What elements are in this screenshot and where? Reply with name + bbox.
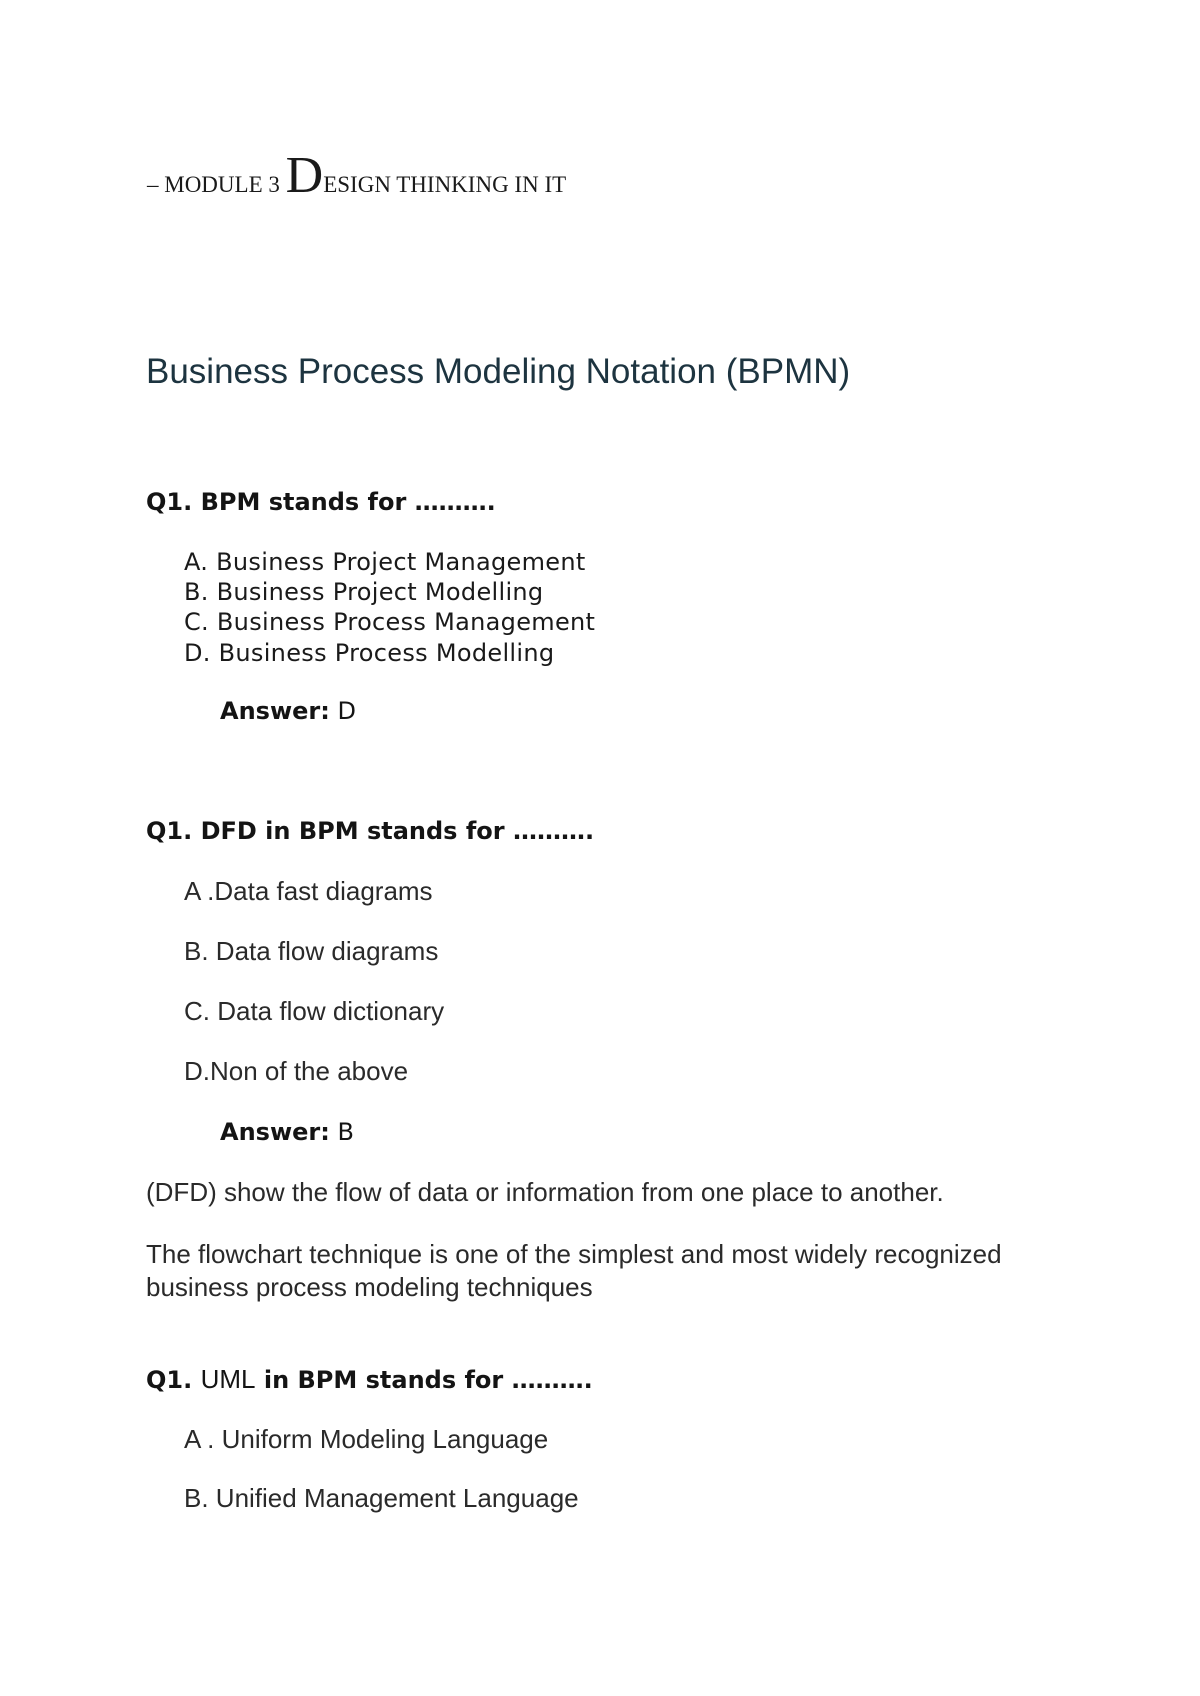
question-2-option-a: A .Data fast diagrams — [184, 876, 433, 906]
question-2-prefix: Q1. — [146, 817, 193, 845]
question-1-prefix: Q1. — [146, 488, 193, 516]
question-3-heading — [146, 1364, 593, 1395]
question-2-note-1: (DFD) show the flow of data or information from one place to another. — [146, 1177, 944, 1207]
module-header-prefix: – MODULE 3 — [147, 172, 286, 197]
question-1-answer-label: Answer: — [220, 697, 330, 725]
question-1-option-d: D. Business Process Modelling — [184, 639, 555, 667]
question-1-option-b: B. Business Project Modelling — [184, 578, 544, 606]
question-1-text: BPM stands for ………. — [192, 488, 496, 516]
question-1-option-c: C. Business Process Management — [184, 608, 596, 636]
module-header — [147, 147, 567, 204]
question-1-heading — [146, 488, 496, 516]
question-1-option-a: A. Business Project Management — [184, 548, 586, 576]
question-2-answer-label: Answer: — [220, 1118, 330, 1146]
question-3-term: UML — [200, 1364, 256, 1394]
question-2-answer — [220, 1118, 354, 1146]
question-1-answer-value: D — [329, 697, 356, 725]
question-3-text: in BPM stands for ………. — [255, 1366, 593, 1394]
question-2-option-b: B. Data flow diagrams — [184, 936, 439, 966]
question-2-answer-value: B — [329, 1118, 354, 1146]
question-3-prefix: Q1. — [146, 1366, 193, 1394]
module-header-rest: ESIGN THINKING IN IT — [323, 172, 567, 197]
question-2-note-2: The flowchart technique is one of the simplest and most widely recognized business process modeling techniques — [146, 1239, 1002, 1302]
question-2-heading — [146, 817, 594, 845]
question-2-text: DFD in BPM stands for ………. — [192, 817, 595, 845]
question-1-answer — [220, 697, 356, 725]
page-title: Business Process Modeling Notation (BPMN) — [146, 352, 851, 391]
question-3-option-b: B. Unified Management Language — [184, 1483, 579, 1513]
question-3-option-a: A . Uniform Modeling Language — [184, 1424, 549, 1454]
question-2-option-d: D.Non of the above — [184, 1056, 409, 1086]
question-2-option-c: C. Data flow dictionary — [184, 996, 445, 1026]
module-header-drop-cap: D — [285, 147, 324, 204]
